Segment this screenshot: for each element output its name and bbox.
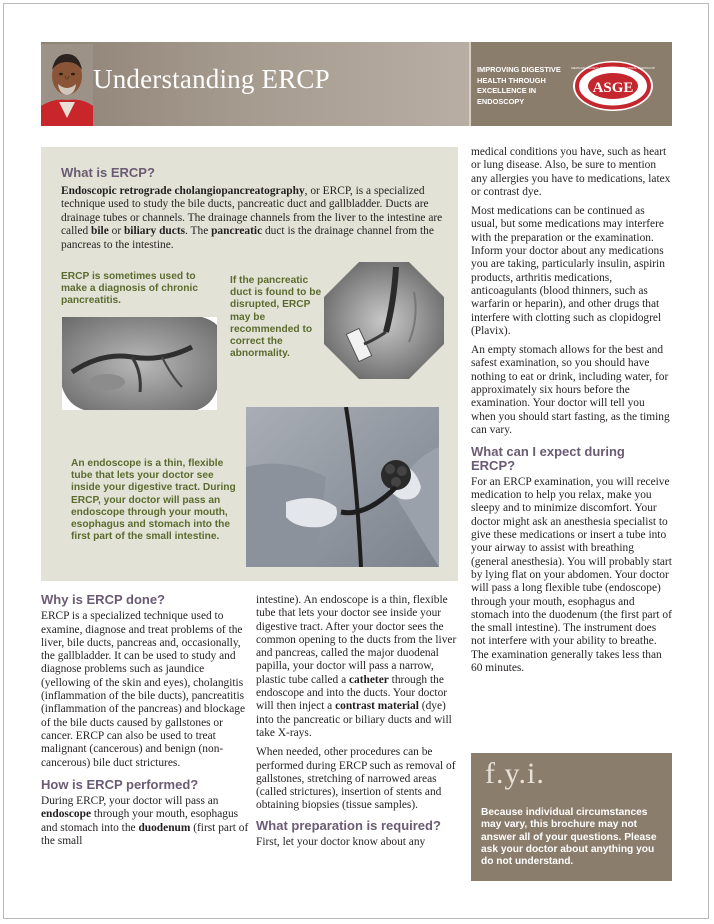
expect-text: For an ERCP examination, you will receive medication to help you relax, make you sleepy and to minimize discomfort. Your doctor might ask an anesthesia specialist to give these medications or insert a tube into your airway to assist with breathing (general anesthesia). You will probably start by lying flat on your abdomen. Your doctor will pass a long flexible tube (endoscope) through your mouth, esophagus and stomach into the duodenum (the first part of the small intestine). The instrument does not interfere with your ability to breathe. The examination generally takes less than 60 minutes. [471,475,672,674]
prep-text-2: medical conditions you have, such as heart or lung disease. Also, be sure to mention any allergies you have to medications, latex or contrast dye. [471,146,671,198]
what-is-term: Endoscopic retrograde cholangiopancreatography [61,185,305,197]
left-column [41,587,249,854]
prep-text-3: Most medications can be continued as usual, but some medications may interfere with the preparation or the examination. Inform your doctor about any medications you are taking, particularly insulin, aspirin products, arthritis medications, anticoagulants (blood thinners, such as warfarin or heparin), and other drugs that interfere with clotting such as clopidogrel (Plavix). [471,205,665,337]
prep-text-start: First, let your doctor know about any [256,836,426,849]
prep-text-4: An empty stomach allows for the best and safest examination, so you should have nothing to eat or drink, including water, for approximately six hours before the examination. Your doctor will tell you when you should start fasting, as the timing can vary. [471,344,670,436]
what-is-text-1: , or ERCP, is a specialized technique used to study the bile ducts, pancreatic duct and gallbladder. Ducts are drainage tubes or channels. The drainage channels from the liver to the intestine are called [61,185,443,238]
caption-chronic: ERCP is sometimes used to make a diagnosis of chronic pancreatitis. [61,271,199,307]
middle-column [256,594,461,855]
what-is-section [61,165,445,252]
or-text: or [108,225,124,238]
other-procedures-text: When needed, other procedures can be performed during ERCP such as removal of gallstones, stretching of narrowed areas (called strictures), insertion of stents and obtaining biopsies (tissue samples). [256,746,456,812]
right-column [471,146,672,681]
how-cont-1: intestine). An endoscope is a thin, flexible tube that lets your doctor see inside your digestive tract. After your doctor sees the common opening to the ducts from the liver and pancreas, called the major duodenal papilla, your doctor will pass a narrow, plastic tube called a [256,594,457,686]
page-title: Understanding ERCP [93,64,330,94]
caption-disrupted: If the pancreatic duct is found to be disrupted, ERCP may be recommended to correct the abnormality. [230,275,322,360]
asge-logo-text: ASGE [592,80,634,96]
expect-heading: What can I expect during ERCP? [471,444,625,473]
how-continued-text [256,594,461,740]
asge-ring-text: AMERICAN SOCIETY FOR GASTROINTESTINAL ENDOSCOPY [571,66,655,70]
catheter-term: catheter [348,673,389,686]
caption-endoscope: An endoscope is a thin, flexible tube that lets your doctor see inside your digestive tract. During ERCP, your doctor will pass an endoscope through your mouth, esophagus and stomach into the first part of the small intestine. [71,458,236,543]
header-tagline: IMPROVING DIGESTIVE HEALTH THROUGH EXCELLENCE IN ENDOSCOPY [477,65,561,106]
how-cont-3: (dye) into the pancreatic or biliary ducts and will take X-rays. [256,700,452,739]
asge-logo [571,59,655,113]
how-text-3: (first part of the small [41,821,249,848]
duodenum-term: duodenum [138,821,191,834]
how-text-2: through your mouth, esophagus and stomach into the [41,808,239,834]
doctor-portrait [41,44,93,126]
bile-term: bile [91,225,109,238]
pancreatic-term: pancreatic [211,225,263,238]
contrast-term: contrast material [335,700,419,713]
biliary-term: biliary ducts [123,225,186,238]
how-text-1: During ERCP, your doctor will pass an [41,795,219,808]
endoscope-term: endoscope [41,808,91,821]
prep-heading: What preparation is required? [256,817,441,833]
xray-image-disrupted [324,262,444,379]
why-text: ERCP is a specialized technique used to examine, diagnose and treat problems of the liver, bile ducts, pancreas and, occasionally, the gallbladder. It can be used to study and diagnose problems such as jaundice (yellowing of the skin and eyes), cholangitis (inflammation of the bile ducts), pancreatitis (inflammation of the pancreas) and blockage of the bile ducts caused by gallstones or cancer. ERCP can also be used to treat malignant (cancerous) and benign (non-cancerous) bile duct strictures. [41,610,245,769]
how-cont-2: through the endoscope and into the ducts. Your doctor will then inject a [256,673,448,713]
what-is-heading: What is ERCP? [61,165,155,180]
fyi-box [471,753,672,881]
what-is-text [61,185,445,252]
why-heading: Why is ERCP done? [41,592,165,607]
header-banner [41,42,672,126]
fyi-text: Because individual circumstances may vary, this brochure may not answer all of your questions. Please ask your doctor about anything you do not understand. [481,807,657,868]
what-is-text-3: duct is the drainage channel from the pancreas to the intestine. [61,225,434,251]
endoscope-photo [246,407,439,567]
fyi-title: f.y.i. [485,757,545,790]
xray-image-chronic [62,317,217,410]
what-is-text-2: . The [185,225,212,238]
how-text-start [41,795,249,848]
what-is-panel [41,147,458,581]
how-heading: How is ERCP performed? [41,776,199,792]
